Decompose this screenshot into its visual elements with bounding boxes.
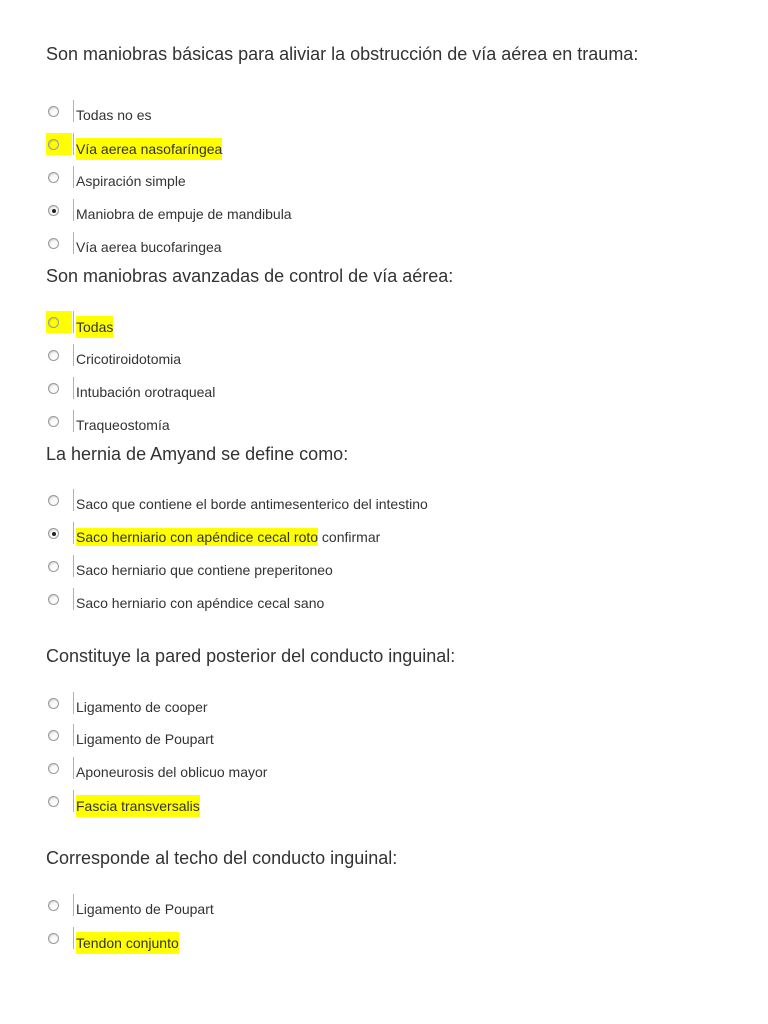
option-label: Saco herniario que contiene preperitoneo (76, 562, 333, 578)
option-q3-4[interactable] (46, 594, 706, 618)
option-label: Traqueostomía (76, 417, 170, 433)
divider (73, 588, 74, 610)
option-label: Todas no es (76, 107, 152, 123)
option-q4-4[interactable] (46, 796, 706, 820)
radio-button[interactable] (48, 139, 59, 150)
radio-button[interactable] (48, 698, 59, 709)
option-label: Todas (76, 316, 113, 338)
option-q1-2[interactable] (46, 139, 706, 163)
question-2-title: Son maniobras avanzadas de control de vía aérea: (46, 266, 454, 286)
divider (73, 166, 74, 188)
option-label: Saco herniario con apéndice cecal sano (76, 595, 325, 611)
option-q4-2[interactable] (46, 730, 706, 754)
annotation-note: confirmar (318, 529, 381, 545)
divider (73, 489, 74, 511)
option-label: Aspiración simple (76, 173, 186, 189)
radio-button[interactable] (48, 730, 59, 741)
radio-button[interactable] (48, 106, 59, 117)
option-q3-2[interactable] (46, 528, 706, 552)
option-label: Vía aerea nasofaríngea (76, 138, 222, 160)
divider (73, 724, 74, 746)
divider (73, 232, 74, 254)
divider (73, 894, 74, 916)
option-label: Intubación orotraqueal (76, 384, 216, 400)
divider (73, 311, 74, 333)
option-label: Tendon conjunto (76, 932, 179, 954)
radio-button[interactable] (48, 900, 59, 911)
option-label: Fascia transversalis (76, 795, 200, 817)
radio-button[interactable] (48, 561, 59, 572)
option-label: Ligamento de Poupart (76, 901, 214, 917)
radio-button-selected[interactable] (48, 205, 59, 216)
radio-button[interactable] (48, 933, 59, 944)
option-q2-2[interactable] (46, 350, 706, 374)
radio-button[interactable] (48, 350, 59, 361)
question-5-title: Corresponde al techo del conducto inguinal: (46, 848, 398, 868)
radio-button[interactable] (48, 238, 59, 249)
option-q1-4[interactable] (46, 205, 706, 229)
radio-button[interactable] (48, 416, 59, 427)
question-3-title: La hernia de Amyand se define como: (46, 444, 349, 464)
option-q3-3[interactable] (46, 561, 706, 585)
divider (73, 927, 74, 949)
divider (73, 555, 74, 577)
option-q1-1[interactable] (46, 106, 706, 130)
divider (73, 344, 74, 366)
divider (73, 522, 74, 544)
option-label: Ligamento de cooper (76, 699, 208, 715)
radio-button[interactable] (48, 383, 59, 394)
option-q5-1[interactable] (46, 900, 706, 924)
divider (73, 199, 74, 221)
option-q2-3[interactable] (46, 383, 706, 407)
option-label: Ligamento de Poupart (76, 731, 214, 747)
option-label: Maniobra de empuje de mandibula (76, 206, 292, 222)
option-label: Vía aerea bucofaringea (76, 239, 222, 255)
question-4-title: Constituye la pared posterior del conducto inguinal: (46, 646, 456, 666)
option-q4-1[interactable] (46, 698, 706, 722)
radio-button[interactable] (48, 763, 59, 774)
divider (73, 410, 74, 432)
radio-button[interactable] (48, 495, 59, 506)
radio-button[interactable] (48, 317, 59, 328)
option-q2-1[interactable] (46, 317, 706, 341)
option-q1-3[interactable] (46, 172, 706, 196)
option-q1-5[interactable] (46, 238, 706, 262)
option-q4-3[interactable] (46, 763, 706, 787)
divider (73, 790, 74, 812)
divider (73, 133, 74, 155)
option-q3-1[interactable] (46, 495, 706, 519)
question-1-title: Son maniobras básicas para aliviar la obstrucción de vía aérea en trauma: (46, 44, 639, 64)
option-label: Cricotiroidotomia (76, 351, 182, 367)
divider (73, 100, 74, 122)
option-label: Saco que contiene el borde antimesenterico del intestino (76, 496, 428, 512)
divider (73, 757, 74, 779)
radio-button[interactable] (48, 172, 59, 183)
radio-button[interactable] (48, 594, 59, 605)
option-q5-2[interactable] (46, 933, 706, 957)
option-label: Aponeurosis del oblicuo mayor (76, 764, 268, 780)
radio-button[interactable] (48, 796, 59, 807)
radio-button-selected[interactable] (48, 528, 59, 539)
option-q2-4[interactable] (46, 416, 706, 440)
divider (73, 692, 74, 714)
highlighted-text: Saco herniario con apéndice cecal roto (76, 529, 319, 545)
divider (73, 377, 74, 399)
option-label (76, 527, 380, 547)
